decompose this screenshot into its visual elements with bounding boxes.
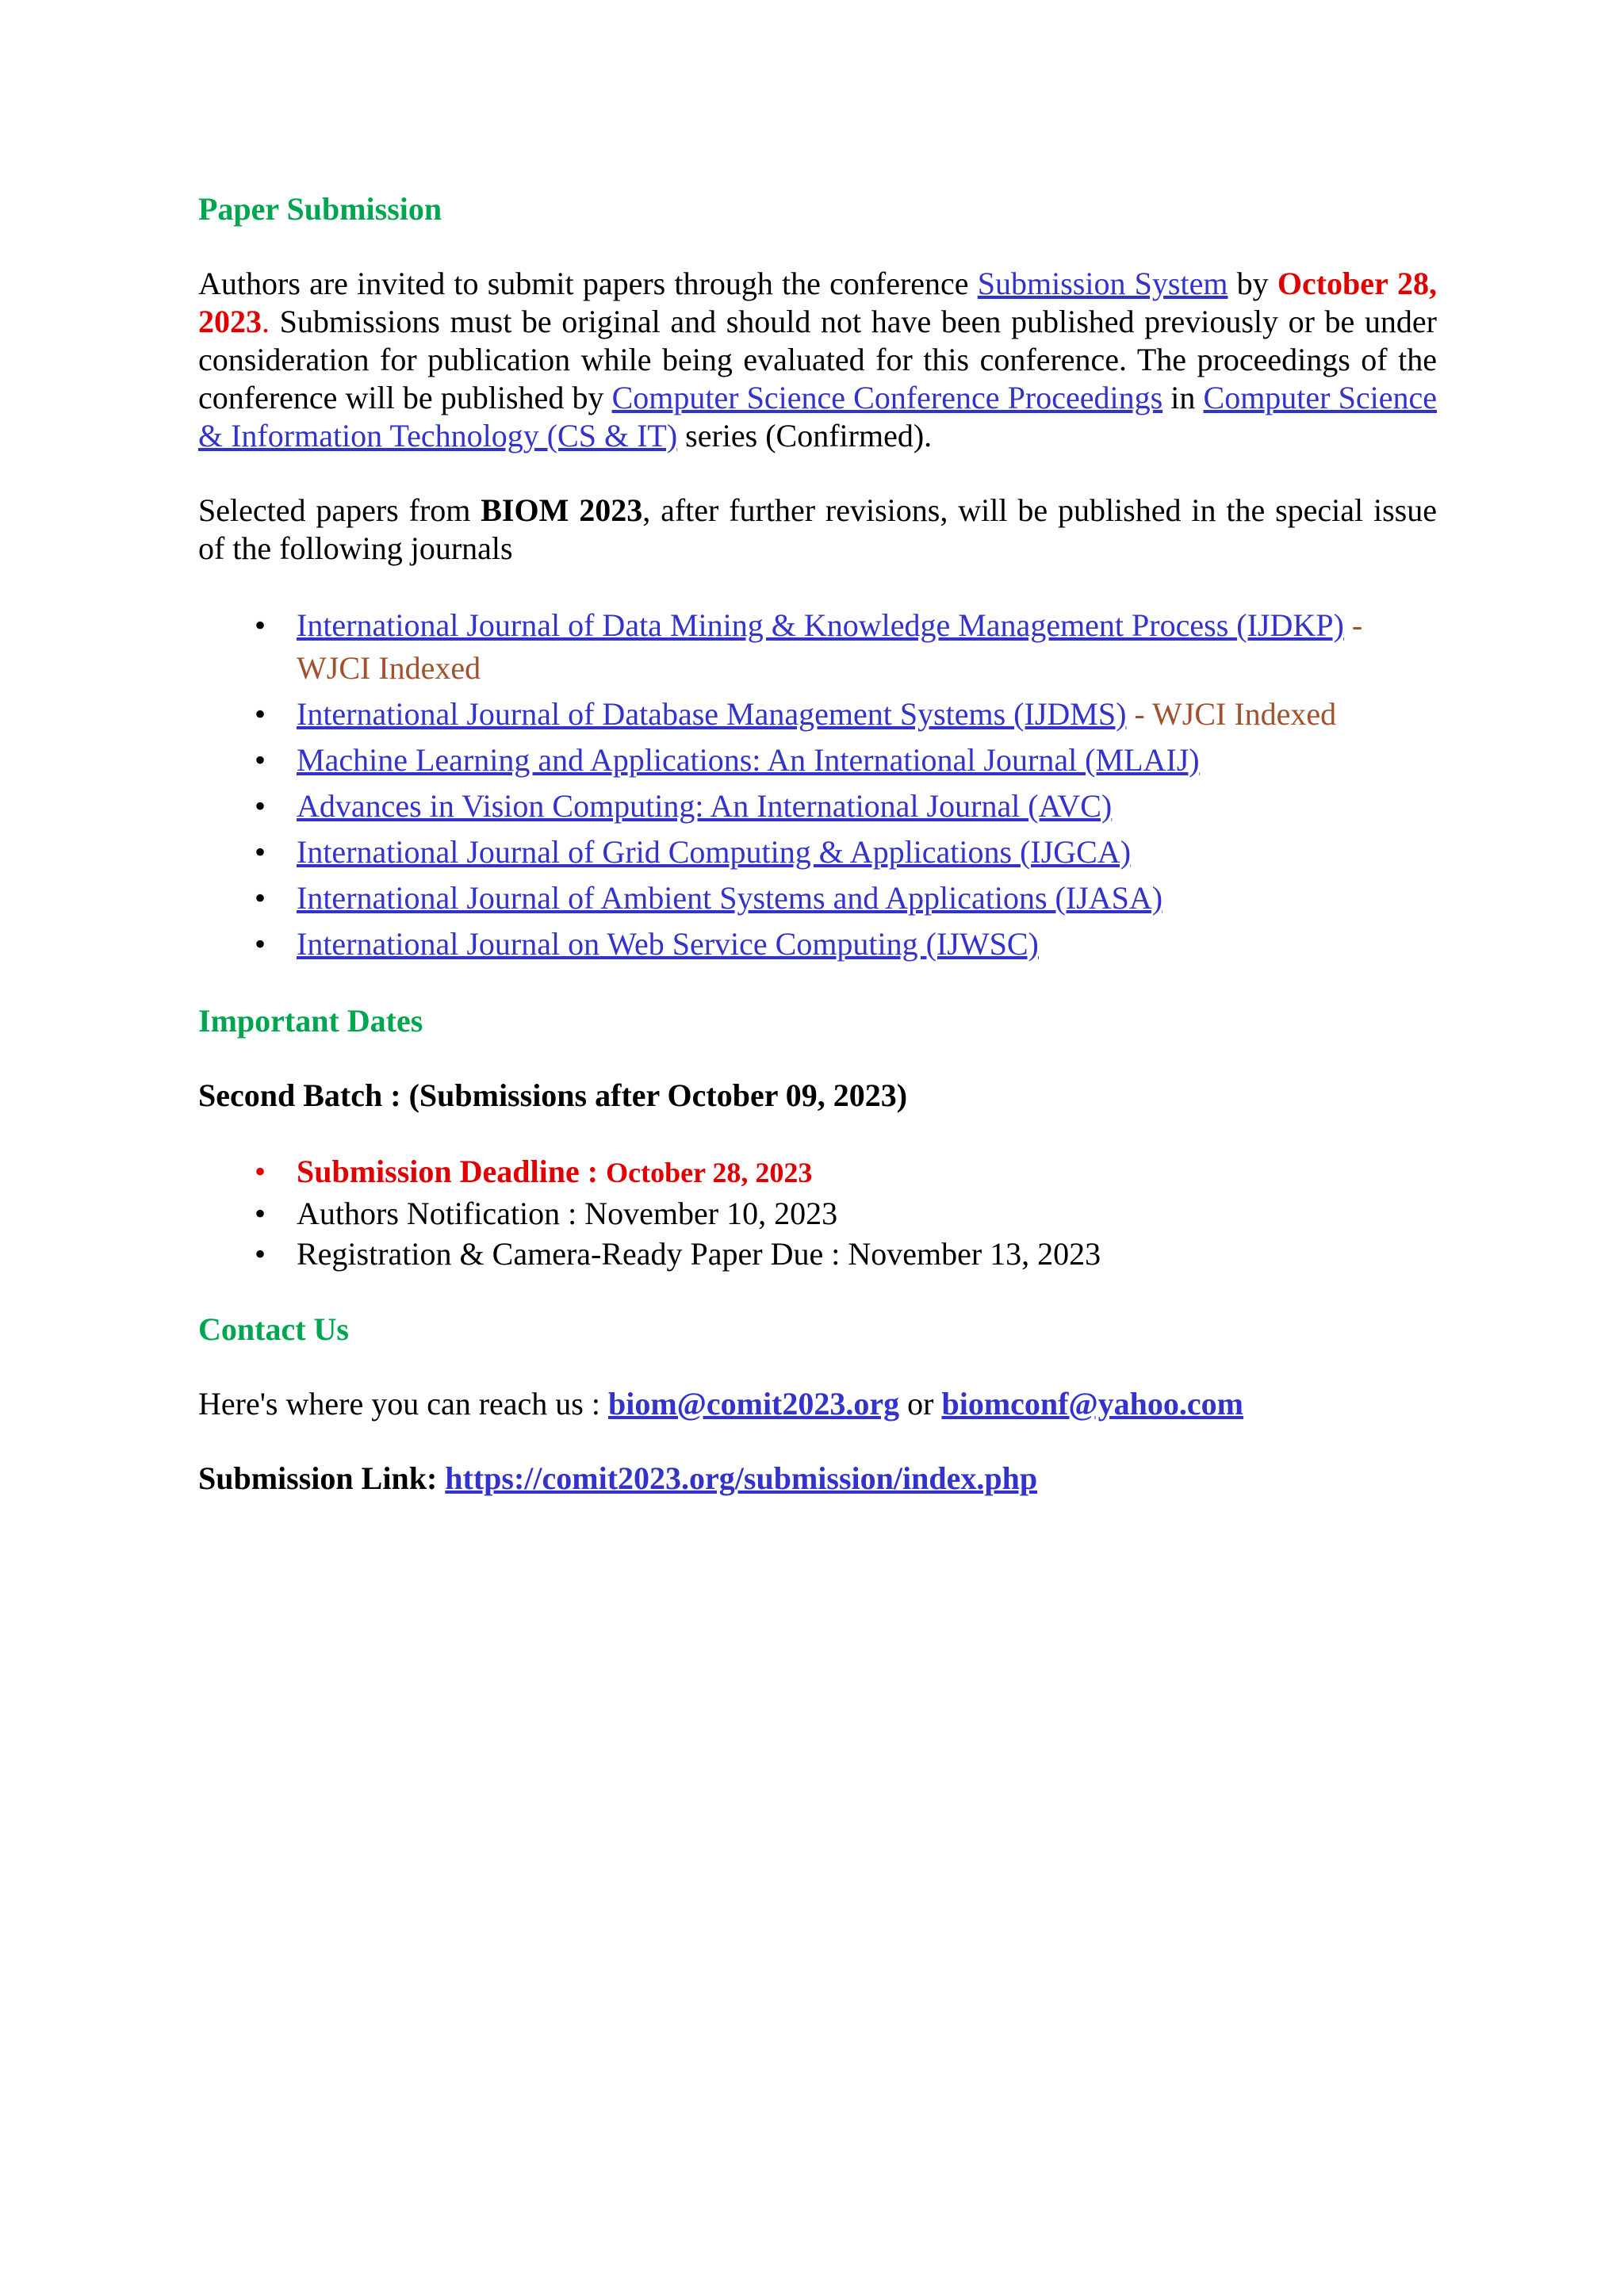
journal-separator: -: [1126, 696, 1153, 732]
bullet-icon: •: [254, 1154, 266, 1189]
email-link-biom[interactable]: biom@comit2023.org: [607, 1386, 900, 1422]
journal-list: [198, 604, 1437, 966]
bullet-icon: •: [254, 834, 266, 870]
email-link-yahoo[interactable]: biomconf@yahoo.com: [941, 1386, 1243, 1422]
contact-text-or: or: [899, 1386, 942, 1422]
wjci-indexed-badge: WJCI Indexed: [1152, 696, 1337, 732]
p2-conference-name: BIOM 2023: [481, 492, 643, 528]
list-item: [198, 923, 1437, 966]
cs-conference-proceedings-link[interactable]: Computer Science Conference Proceedings: [611, 380, 1163, 415]
p1-text-mid: Submissions must be original and should not have been published previously or be under consideration for publication while being evaluated for this conference. The proceedings of the conference will be published by: [198, 304, 1437, 415]
submission-url-link[interactable]: https://comit2023.org/submission/index.php: [445, 1460, 1038, 1496]
p1-text-by: by: [1228, 266, 1277, 301]
bullet-icon: •: [254, 742, 266, 778]
submission-deadline-label: Submission Deadline :: [297, 1154, 607, 1189]
list-item: [198, 604, 1437, 690]
journal-link-mlaij[interactable]: Machine Learning and Applications: An International Journal (MLAIJ): [297, 742, 1200, 778]
bullet-icon: •: [254, 880, 266, 916]
dates-list: [198, 1151, 1437, 1274]
bullet-icon: •: [254, 696, 266, 732]
list-item: [198, 877, 1437, 920]
bullet-icon: •: [254, 607, 266, 643]
journal-link-ijgca[interactable]: International Journal of Grid Computing & Applications (IJGCA): [297, 834, 1132, 870]
bullet-icon: •: [254, 788, 266, 824]
list-item: [198, 785, 1437, 828]
bullet-icon: •: [254, 1236, 266, 1272]
p2-text-end: , after further revisions, will be published in the special issue of the following journals: [198, 492, 1437, 566]
second-batch-label: Second Batch : (Submissions after October 09, 2023): [198, 1077, 908, 1113]
submission-deadline-date: October 28, 2023: [606, 1157, 813, 1188]
submission-link-label: Submission Link:: [198, 1460, 446, 1496]
authors-notification: Authors Notification : November 10, 2023: [297, 1196, 838, 1231]
selected-papers-paragraph: [198, 492, 1437, 568]
list-item: [198, 693, 1437, 736]
bullet-icon: •: [254, 1196, 266, 1231]
journal-link-ijwsc[interactable]: International Journal on Web Service Computing (IJWSC): [297, 926, 1039, 962]
p1-text-pre: Authors are invited to submit papers through the conference: [198, 266, 978, 301]
contact-text-pre: Here's where you can reach us :: [198, 1386, 608, 1422]
p2-text-pre: Selected papers from: [198, 492, 481, 528]
cs-it-series-link[interactable]: Computer Science & Information Technology (CS & IT): [198, 380, 1437, 453]
p1-text-end: series (Confirmed).: [677, 418, 933, 453]
p1-deadline-month: October: [1277, 266, 1388, 301]
important-dates-heading: Important Dates: [198, 1003, 423, 1039]
list-item: [198, 739, 1437, 782]
wjci-indexed-badge: WJCI Indexed: [297, 650, 481, 686]
contact-us-heading: Contact Us: [198, 1311, 349, 1347]
journal-link-avc[interactable]: Advances in Vision Computing: An International Journal (AVC): [297, 788, 1113, 824]
bullet-icon: •: [254, 926, 266, 962]
p1-deadline-day: 28, 2023: [198, 266, 1438, 339]
contact-paragraph: [198, 1385, 1437, 1423]
document-page: [198, 190, 1437, 1534]
registration-due: Registration & Camera-Ready Paper Due : November 13, 2023: [297, 1236, 1101, 1272]
journal-link-ijdkp[interactable]: International Journal of Data Mining & Knowledge Management Process (IJDKP): [297, 607, 1344, 643]
list-item: [198, 1151, 1437, 1193]
journal-link-ijdms[interactable]: International Journal of Database Management Systems (IJDMS): [297, 696, 1127, 732]
list-item: [198, 831, 1437, 874]
list-item: [198, 1193, 1437, 1234]
p1-deadline-dot: .: [262, 304, 270, 339]
p1-text-in: in: [1162, 380, 1204, 415]
journal-link-ijasa[interactable]: International Journal of Ambient Systems and Applications (IJASA): [297, 880, 1163, 916]
submission-paragraph: [198, 265, 1437, 455]
submission-link-paragraph: [198, 1460, 1437, 1498]
submission-system-link[interactable]: Submission System: [977, 266, 1228, 301]
list-item: [198, 1234, 1437, 1274]
journal-separator: -: [1343, 607, 1363, 643]
paper-submission-heading: Paper Submission: [198, 191, 442, 227]
